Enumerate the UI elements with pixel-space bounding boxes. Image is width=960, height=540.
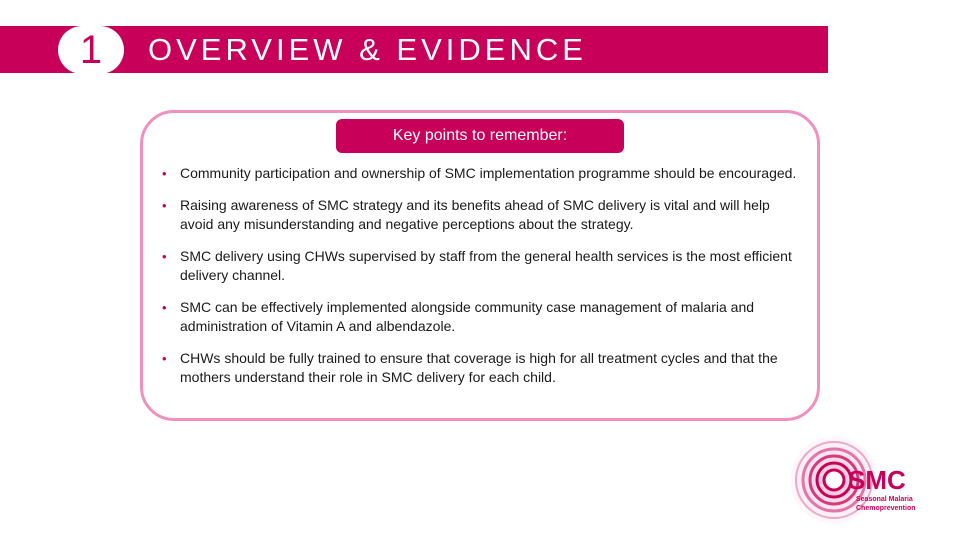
point-text: SMC can be effectively implemented alongside community case management of malaria and administration of Vitamin A and albendazole. — [180, 299, 755, 334]
point-text: Community participation and ownership of SMC implementation programme should be encouraged. — [180, 165, 797, 181]
bullet-icon: • — [162, 351, 167, 366]
section-number-badge: 1 — [58, 26, 124, 74]
list-item — [162, 196, 802, 234]
list-item — [162, 247, 802, 285]
bullet-icon: • — [162, 249, 167, 264]
list-item — [162, 349, 802, 387]
bullet-icon: • — [162, 166, 167, 181]
logo-line2: Chemoprevention — [856, 505, 916, 512]
list-item — [162, 298, 802, 336]
bullet-icon: • — [162, 198, 167, 213]
list-item — [162, 164, 802, 183]
point-text: CHWs should be fully trained to ensure that coverage is high for all treatment cycles and that the mothers understand their role in SMC delivery for each child. — [180, 350, 778, 385]
point-text: Raising awareness of SMC strategy and its benefits ahead of SMC delivery is vital and will help avoid any misunderstanding and negative perceptions about the strategy. — [180, 197, 770, 232]
logo-line1: Seasonal Malaria — [856, 496, 913, 503]
bullet-icon: • — [162, 300, 167, 315]
smc-logo — [790, 430, 940, 530]
section-title: OVERVIEW & EVIDENCE — [148, 32, 587, 67]
point-text: SMC delivery using CHWs supervised by staff from the general health services is the most efficient delivery channel. — [180, 248, 792, 283]
key-points-heading: Key points to remember: — [336, 119, 624, 153]
logo-abbr: SMC — [848, 465, 906, 495]
key-points-list — [162, 164, 802, 400]
